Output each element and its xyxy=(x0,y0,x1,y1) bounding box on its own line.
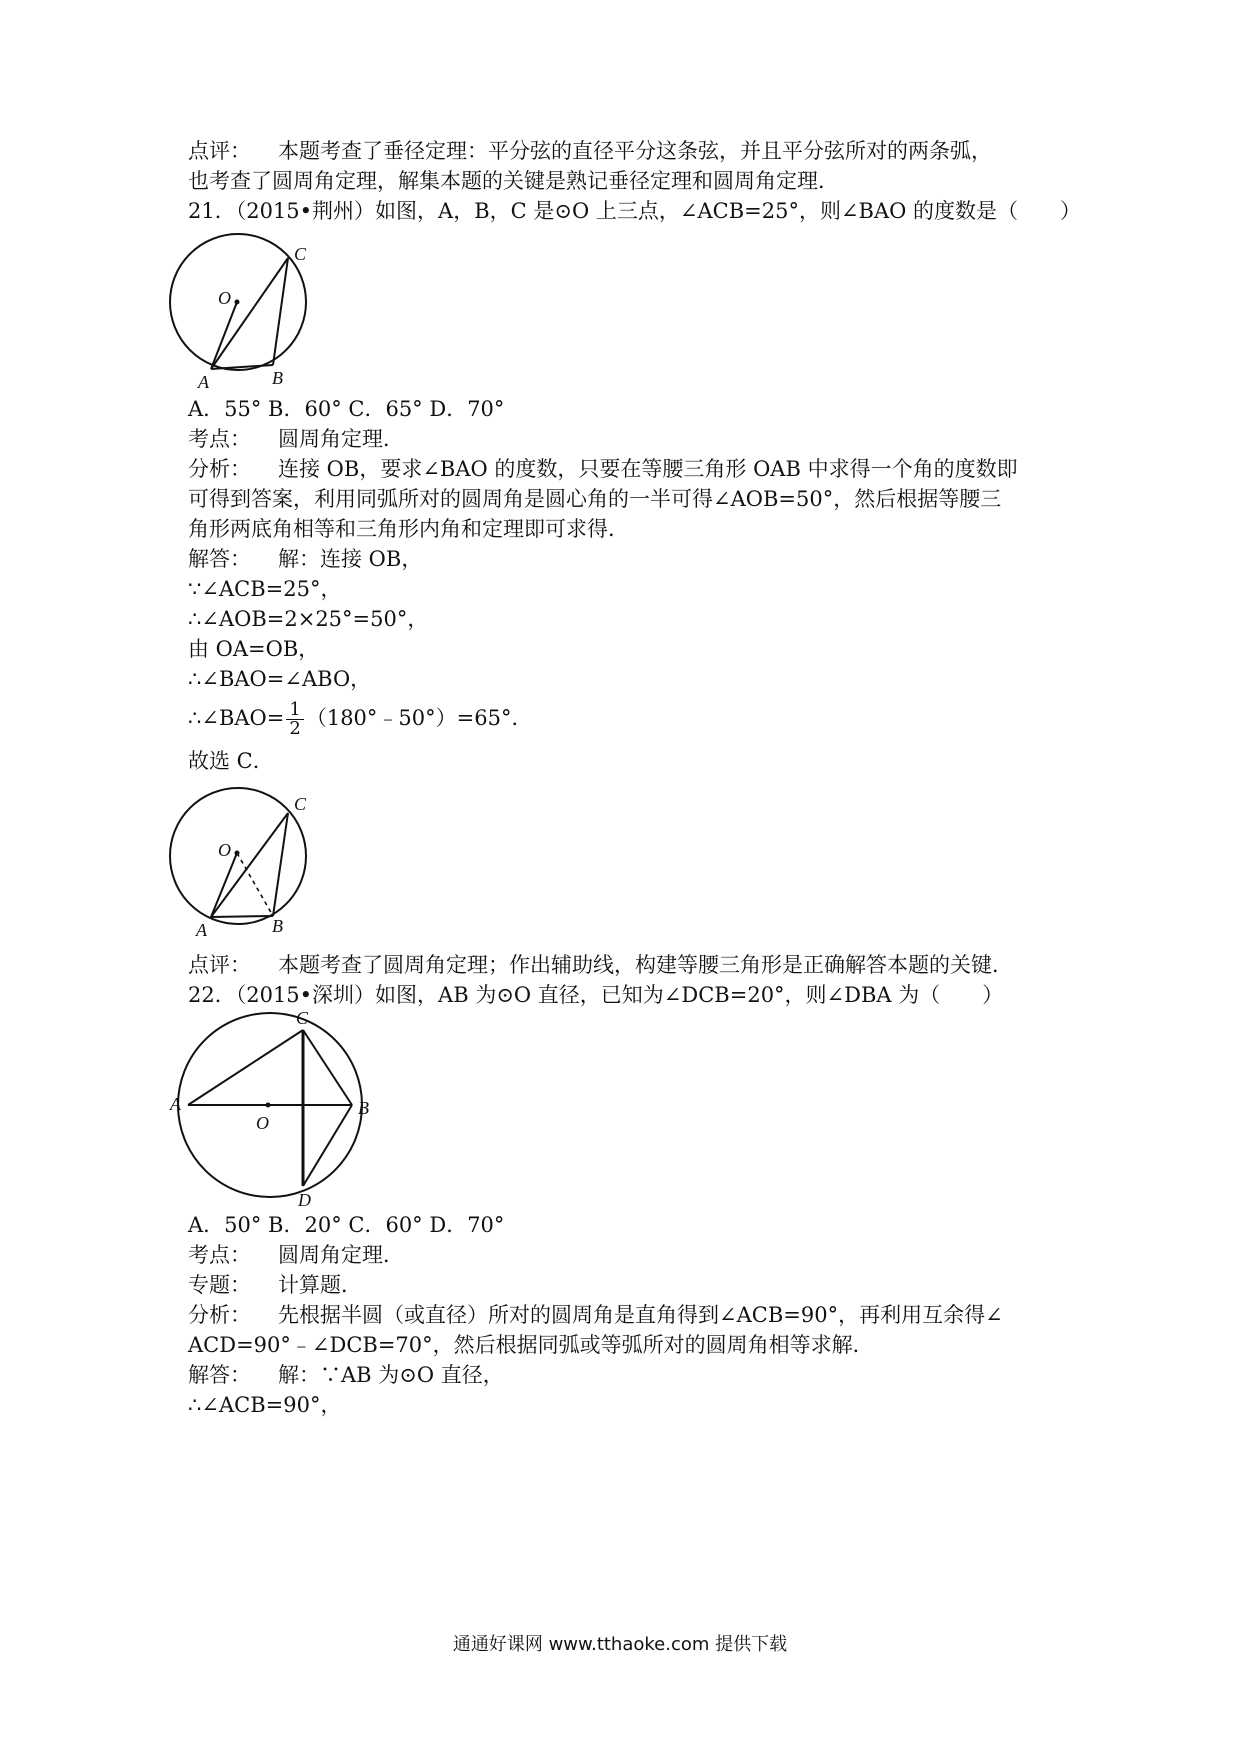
comment-label: 点评： xyxy=(188,139,251,163)
q21s-label-o: O xyxy=(218,840,231,860)
q22-title: 22．（2015•深圳）如图，AB 为⊙O 直径，已知为∠DCB=20°，则∠DBA 为（ ） xyxy=(188,983,1004,1007)
q22-jieda: 解答： 解：∵AB 为⊙O 直径， xyxy=(188,1363,504,1387)
fraction: $\frac{1}{2}$ xyxy=(286,701,303,738)
q22-options: A．50° B．20° C．60° D．70° xyxy=(188,1213,505,1237)
q21-title: 21．（2015•荆州）如图，A，B，C 是⊙O 上三点，∠ACB=25°，则∠BAO 的度数是（ ） xyxy=(188,199,1082,223)
q21s-label-b: B xyxy=(272,916,283,936)
q21s-label-c: C xyxy=(294,794,307,814)
q22-fenxi: 分析： 先根据半圆（或直径）所对的圆周角是直角得到∠ACB=90°，再利用互余得∠ xyxy=(188,1303,1003,1327)
q21-solution-figure xyxy=(160,786,330,950)
q22-step1: ∴∠ACB=90°， xyxy=(188,1393,342,1417)
q21-step1: ∵∠ACB=25°， xyxy=(188,577,342,601)
q21-choice: 故选 C． xyxy=(188,749,274,773)
q21-fenxi-2: 可得到答案，利用同弧所对的圆周角是圆心角的一半可得∠AOB=50°，然后根据等腰三 xyxy=(188,487,1002,511)
q22-label-c: C xyxy=(296,1010,309,1028)
q22-label-a: A xyxy=(170,1094,181,1114)
q21-label-b: B xyxy=(272,368,283,388)
q21s-label-a: A xyxy=(196,920,207,940)
q21-label-a: A xyxy=(198,372,209,392)
q21-jieda: 解答： 解：连接 OB， xyxy=(188,547,423,571)
comment-prev-line1: 点评： 本题考查了垂径定理：平分弦的直径平分这条弦，并且平分弦所对的两条弧， xyxy=(188,136,1068,166)
q21-label-o: O xyxy=(218,288,231,308)
q21-figure xyxy=(160,232,330,396)
q21-fenxi-3: 角形两底角相等和三角形内角和定理即可求得． xyxy=(188,517,629,541)
q21-label-c: C xyxy=(294,244,307,264)
q22-figure xyxy=(160,1010,400,1214)
q21-step5: ∴∠BAO= $\frac{1}{2}$ （180°﹣50°）=65°． xyxy=(188,699,533,739)
q22-kaodian: 考点： 圆周角定理． xyxy=(188,1243,404,1267)
q21-kaodian: 考点： 圆周角定理． xyxy=(188,427,404,451)
q22-label-b: B xyxy=(358,1098,369,1118)
q21-options: A．55° B．60° C．65° D．70° xyxy=(188,397,505,421)
q22-zhuanti: 专题： 计算题． xyxy=(188,1273,362,1297)
q22-label-d: D xyxy=(298,1190,311,1210)
q21-step4: ∴∠BAO=∠ABO， xyxy=(188,667,372,691)
comment-prev-line2: 也考查了圆周角定理，解集本题的关键是熟记垂径定理和圆周角定理． xyxy=(188,169,839,193)
q21-fenxi: 分析： 连接 OB，要求∠BAO 的度数，只要在等腰三角形 OAB 中求得一个角的度数即 xyxy=(188,457,1018,481)
q21-dianping: 点评： 本题考查了圆周角定理；作出辅助线，构建等腰三角形是正确解答本题的关键． xyxy=(188,953,1013,977)
q21-step2: ∴∠AOB=2×25°=50°， xyxy=(188,607,429,631)
q21-step3: 由 OA=OB， xyxy=(188,637,320,661)
q22-fenxi-2: ACD=90°﹣∠DCB=70°，然后根据同弧或等弧所对的圆周角相等求解． xyxy=(188,1333,874,1357)
q22-label-o: O xyxy=(256,1113,269,1133)
page-footer: 通通好课网 www.tthaoke.com 提供下载 xyxy=(452,1634,788,1655)
